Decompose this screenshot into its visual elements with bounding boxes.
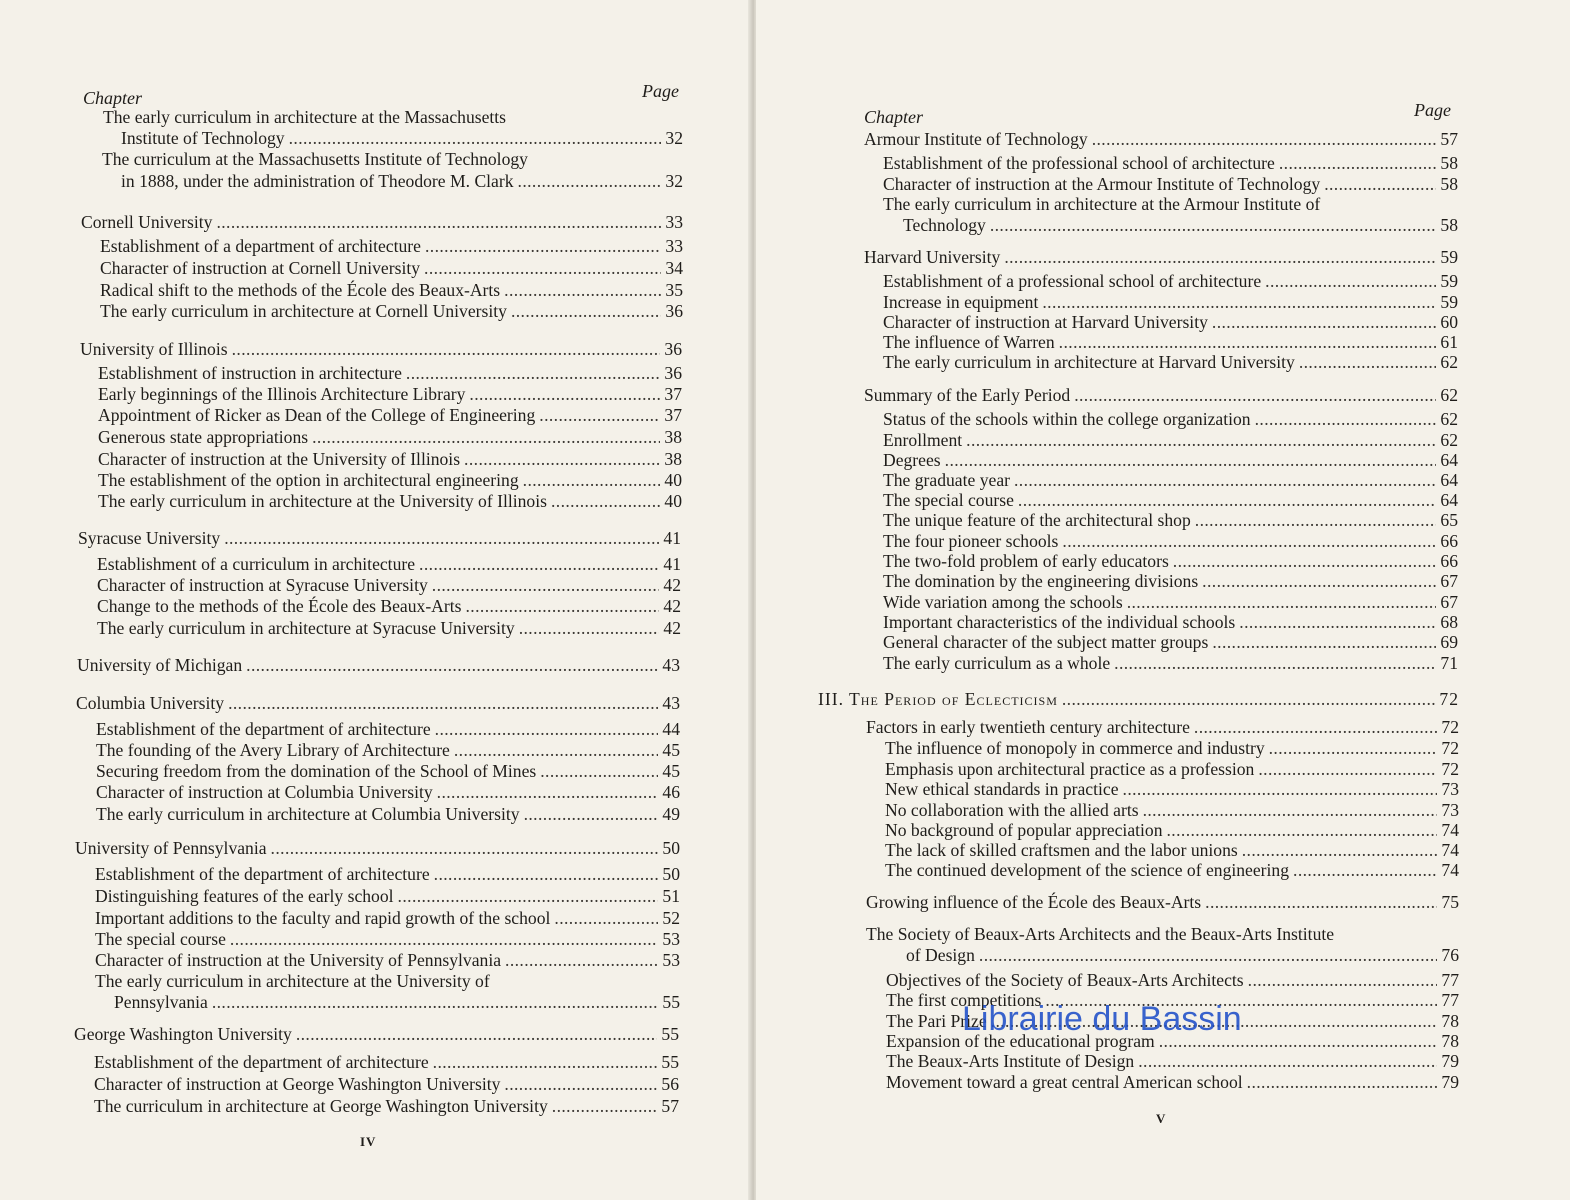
toc-entry: Pennsylvania . . . 55	[114, 992, 680, 1013]
toc-section: Summary of the Early Period . . . 62	[864, 385, 1458, 406]
toc-section: Syracuse University . . . 41	[78, 528, 681, 549]
toc-section: University of Pennsylvania . . . 50	[75, 838, 680, 859]
toc-entry: The founding of the Avery Library of Architecture . . . 45	[96, 740, 680, 761]
toc-entry: Character of instruction at Syracuse University . . . 42	[97, 575, 681, 596]
toc-entry: The unique feature of the architectural shop . . . 65	[883, 510, 1458, 531]
chapter-header: Chapter	[864, 107, 924, 127]
toc-entry: The two-fold problem of early educators . . . 66	[883, 551, 1458, 572]
toc-entry: The early curriculum in architecture at Syracuse University . . . 42	[97, 618, 681, 639]
toc-entry: Increase in equipment . . . 59	[883, 292, 1458, 313]
toc-entry: The early curriculum in architecture at the Massachusetts	[103, 107, 507, 127]
toc-entry: Radical shift to the methods of the École des Beaux-Arts . . . 35	[100, 280, 683, 301]
toc-section: Cornell University . . . 33	[81, 212, 683, 233]
toc-entry: Character of instruction at Cornell University . . . 34	[100, 258, 683, 279]
toc-entry: New ethical standards in practice . . . 73	[885, 779, 1459, 800]
toc-section: University of Illinois . . . 36	[80, 339, 682, 360]
toc-section: Factors in early twentieth century architecture . . . 72	[866, 717, 1459, 738]
toc-entry: Enrollment . . . 62	[883, 430, 1458, 451]
toc-entry: Important characteristics of the individual schools . . . 68	[883, 612, 1458, 633]
toc-section: Columbia University . . . 43	[76, 693, 680, 714]
toc-entry: Character of instruction at the University of Illinois . . . 38	[98, 449, 682, 470]
toc-entry: The early curriculum in architecture at Columbia University . . . 49	[96, 804, 680, 825]
toc-entry: Character of instruction at George Washington University . . . 56	[94, 1074, 679, 1095]
toc-entry: Establishment of a department of architecture . . . 33	[100, 236, 683, 257]
toc-entry: Character of instruction at the Armour Institute of Technology . . . 58	[883, 174, 1458, 195]
toc-entry: The early curriculum in architecture at the University of Illinois . . . 40	[98, 491, 682, 512]
toc-entry: Technology . . . 58	[903, 215, 1458, 236]
page-header: Page	[1414, 100, 1451, 120]
toc-entry: No background of popular appreciation . . . 74	[885, 820, 1459, 841]
toc-entry: The early curriculum in architecture at the University of	[95, 971, 490, 991]
toc-entry: The special course . . . 53	[95, 929, 680, 950]
toc-entry: of Design . . . 76	[906, 945, 1459, 966]
toc-entry: The early curriculum in architecture at Cornell University . . . 36	[100, 301, 683, 322]
toc-entry: Degrees . . . 64	[883, 450, 1458, 471]
toc-entry: The establishment of the option in architectural engineering . . . 40	[98, 470, 682, 491]
toc-entry: Change to the methods of the École des Beaux-Arts . . . 42	[97, 596, 681, 617]
toc-entry: Establishment of the department of architecture . . . 50	[95, 864, 680, 885]
toc-entry: Status of the schools within the college organization . . . 62	[883, 409, 1458, 430]
watermark-text: Librairie du Bassin	[962, 1000, 1242, 1038]
toc-entry: Objectives of the Society of Beaux-Arts Architects . . . 77	[886, 970, 1459, 991]
toc-entry: The lack of skilled craftsmen and the labor unions . . . 74	[885, 840, 1459, 861]
toc-entry: Establishment of instruction in architecture . . . 36	[98, 363, 682, 384]
toc-entry: The influence of monopoly in commerce and industry . . . 72	[885, 738, 1459, 759]
toc-entry: Important additions to the faculty and rapid growth of the school . . . 52	[95, 908, 680, 929]
toc-entry: The early curriculum in architecture at Harvard University . . . 62	[883, 352, 1458, 373]
toc-entry: Character of instruction at Harvard University . . . 60	[883, 312, 1458, 333]
toc-entry: The Beaux-Arts Institute of Design . . . 79	[886, 1051, 1459, 1072]
toc-entry: The graduate year . . . 64	[883, 470, 1458, 491]
toc-entry: Generous state appropriations . . . 38	[98, 427, 682, 448]
toc-entry: The Pari Prize . . . 78	[886, 1011, 1459, 1032]
toc-entry: Distinguishing features of the early school . . . 51	[95, 886, 680, 907]
toc-entry: The curriculum in architecture at George Washington University . . . 57	[94, 1096, 679, 1117]
toc-section: Growing influence of the École des Beaux-Arts . . . 75	[866, 892, 1459, 913]
toc-entry: Appointment of Ricker as Dean of the College of Engineering . . . 37	[98, 405, 682, 426]
toc-section: Harvard University . . . 59	[864, 247, 1458, 268]
toc-entry: Establishment of a curriculum in architecture . . . 41	[97, 554, 681, 575]
toc-entry: Movement toward a great central American school . . . 79	[886, 1072, 1459, 1093]
toc-entry: Securing freedom from the domination of the School of Mines . . . 45	[96, 761, 680, 782]
toc-entry: Institute of Technology . . . 32	[121, 128, 683, 149]
toc-entry: Character of instruction at the University of Pennsylvania . . . 53	[95, 950, 680, 971]
toc-entry: in 1888, under the administration of Theodore M. Clark . . . 32	[121, 171, 683, 192]
toc-entry: Emphasis upon architectural practice as a profession . . . 72	[885, 759, 1459, 780]
page-number: IV	[360, 1134, 377, 1149]
chapter-heading: III. The Period of Eclecticism . . . 72	[818, 689, 1459, 710]
toc-entry: The special course . . . 64	[883, 490, 1458, 511]
toc-section: Armour Institute of Technology . . . 57	[864, 129, 1458, 150]
toc-entry: Establishment of the department of architecture . . . 44	[96, 719, 680, 740]
toc-entry: General character of the subject matter groups . . . 69	[883, 632, 1458, 653]
toc-entry: No collaboration with the allied arts . . . 73	[885, 800, 1459, 821]
page-number: V	[1156, 1111, 1167, 1126]
toc-entry: Establishment of the professional school of architecture . . . 58	[883, 153, 1458, 174]
page-header: Page	[642, 81, 679, 101]
toc-entry: Character of instruction at Columbia University . . . 46	[96, 782, 680, 803]
toc-entry: Establishment of a professional school of architecture . . . 59	[883, 271, 1458, 292]
toc-entry: The first competitions . . . 77	[886, 990, 1459, 1011]
left-page	[0, 0, 752, 1200]
toc-entry: Expansion of the educational program . . . 78	[886, 1031, 1459, 1052]
toc-entry: The continued development of the science of engineering . . . 74	[885, 860, 1459, 881]
toc-entry: The early curriculum in architecture at the Armour Institute of	[883, 194, 1321, 214]
toc-entry: Wide variation among the schools . . . 67	[883, 592, 1458, 613]
toc-entry: Establishment of the department of architecture . . . 55	[94, 1052, 679, 1073]
toc-entry: The influence of Warren . . . 61	[883, 332, 1458, 353]
toc-section: George Washington University . . . 55	[74, 1024, 679, 1045]
toc-entry: The early curriculum as a whole . . . 71	[883, 653, 1458, 674]
toc-entry: The four pioneer schools . . . 66	[883, 531, 1458, 552]
toc-entry: Early beginnings of the Illinois Architecture Library . . . 37	[98, 384, 682, 405]
toc-section: University of Michigan . . . 43	[77, 655, 680, 676]
chapter-header: Chapter	[83, 88, 143, 108]
toc-entry: The curriculum at the Massachusetts Institute of Technology	[102, 149, 528, 169]
toc-entry: The domination by the engineering divisions . . . 67	[883, 571, 1458, 592]
toc-section: The Society of Beaux-Arts Architects and the Beaux-Arts Institute	[866, 924, 1335, 944]
